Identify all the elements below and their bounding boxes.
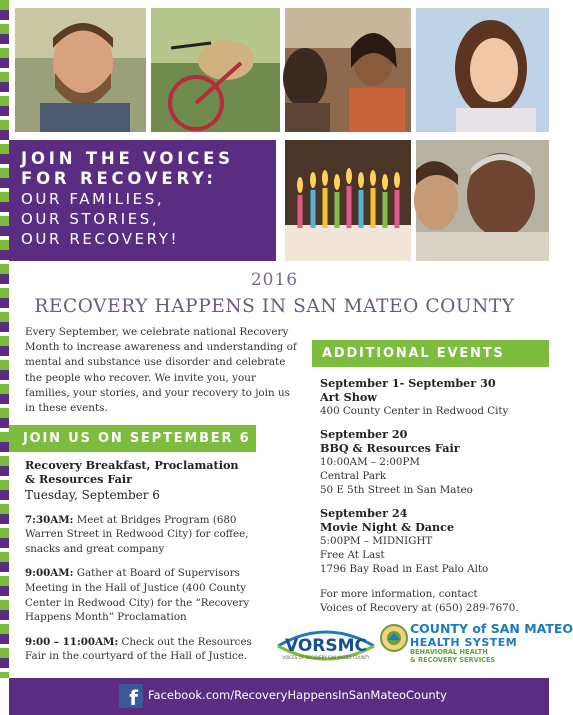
- photo-birthday-candles: [285, 140, 411, 261]
- year-heading: 2016: [250, 270, 299, 290]
- event-detail: 50 E 5th Street in San Mateo: [320, 484, 473, 496]
- event-block: [320, 427, 545, 497]
- main-event-section: [25, 458, 275, 674]
- decorative-edge-strip: [0, 0, 9, 678]
- photo-bicycle-basket: [151, 8, 280, 132]
- schedule-item: [25, 635, 275, 664]
- event-detail: Central Park: [320, 470, 387, 482]
- schedule-time: 9:00 – 11:00AM:: [25, 635, 119, 648]
- join-us-band: JOIN US ON SEPTEMBER 6: [9, 425, 256, 452]
- schedule-text: Check out the Resources Fair in the courtyard of the Hall of Justice.: [25, 635, 252, 663]
- photo-girl-smiling: [416, 8, 549, 132]
- event-name: Art Show: [320, 390, 377, 404]
- division-line-1: BEHAVIORAL HEALTH: [410, 648, 488, 656]
- event-name: BBQ & Resources Fair: [320, 441, 460, 455]
- schedule-time: 7:30AM:: [25, 513, 74, 526]
- vorsmc-logo-text: VORSMC: [284, 636, 368, 656]
- event-detail: 10:00AM – 2:00PM: [320, 456, 420, 468]
- contact-info: [320, 587, 545, 615]
- title-line-4: OUR STORIES,: [21, 210, 160, 228]
- event-detail: 1796 Bay Road in East Palo Alto: [320, 563, 489, 575]
- schedule-time: 9:00AM:: [25, 567, 74, 580]
- title-line-3: OUR FAMILIES,: [21, 190, 165, 208]
- main-event-date: Tuesday, September 6: [25, 488, 160, 502]
- contact-line-1: For more information, contact: [320, 588, 478, 600]
- photo-smiling-man: [15, 8, 146, 132]
- intro-paragraph: Every September, we celebrate national Recovery Month to increase awareness and understanding of mental and substance use disorder and celebrate the people who recover. We invite you, your families, your stories, and your recovery to join us in these events.: [25, 326, 297, 415]
- title-line-1: JOIN THE VOICES: [21, 149, 234, 168]
- schedule-text: Gather at Board of Supervisors Meeting in the Hall of Justice (400 County Center in Redwood City) for the “Recovery Happens Month” Proclamation: [25, 567, 250, 624]
- main-event-title-2: & Resources Fair: [25, 472, 133, 486]
- page-headline: RECOVERY HAPPENS IN SAN MATEO COUNTY: [34, 296, 515, 317]
- contact-line-2: Voices of Recovery at (650) 289-7670.: [320, 602, 519, 614]
- schedule-item: [25, 513, 275, 557]
- division-line-2: & RECOVERY SERVICES: [410, 655, 496, 664]
- event-date: September 20: [320, 427, 408, 441]
- additional-events-band: ADDITIONAL EVENTS: [312, 340, 549, 367]
- county-seal-icon: [380, 624, 408, 652]
- event-name: Movie Night & Dance: [320, 520, 455, 534]
- vorsmc-logo-subtext: VOICES OF RECOVERY SAN MATEO COUNTY: [282, 655, 370, 660]
- photo-grandfather-child: [416, 140, 549, 261]
- event-detail: 400 County Center in Redwood City: [320, 405, 509, 417]
- title-line-2: FOR RECOVERY:: [21, 169, 217, 188]
- facebook-link[interactable]: Facebook.com/RecoveryHappensInSanMateoCounty: [148, 688, 447, 702]
- event-block: [320, 376, 545, 418]
- main-event-title-1: Recovery Breakfast, Proclamation: [25, 458, 239, 472]
- event-date: September 24: [320, 506, 408, 520]
- schedule-item: [25, 566, 275, 624]
- vorsmc-logo: [274, 624, 378, 666]
- campaign-title-block: [9, 140, 276, 261]
- title-line-5: OUR RECOVERY!: [21, 230, 180, 248]
- footer-bar: [9, 678, 549, 715]
- county-name: COUNTY of SAN MATEO: [410, 621, 573, 636]
- facebook-icon[interactable]: f: [119, 684, 143, 708]
- event-date: September 1- September 30: [320, 376, 496, 390]
- additional-events-section: [320, 376, 545, 615]
- photo-two-people-talking: [285, 8, 411, 132]
- event-block: [320, 506, 545, 576]
- event-detail: Free At Last: [320, 549, 385, 561]
- event-detail: 5:00PM – MIDNIGHT: [320, 535, 433, 547]
- health-system-name: HEALTH SYSTEM: [410, 636, 518, 649]
- schedule-text: Meet at Bridges Program (680 Warren Street in Redwood City) for coffee, snacks and great company: [25, 513, 249, 555]
- county-health-logo: [380, 621, 573, 670]
